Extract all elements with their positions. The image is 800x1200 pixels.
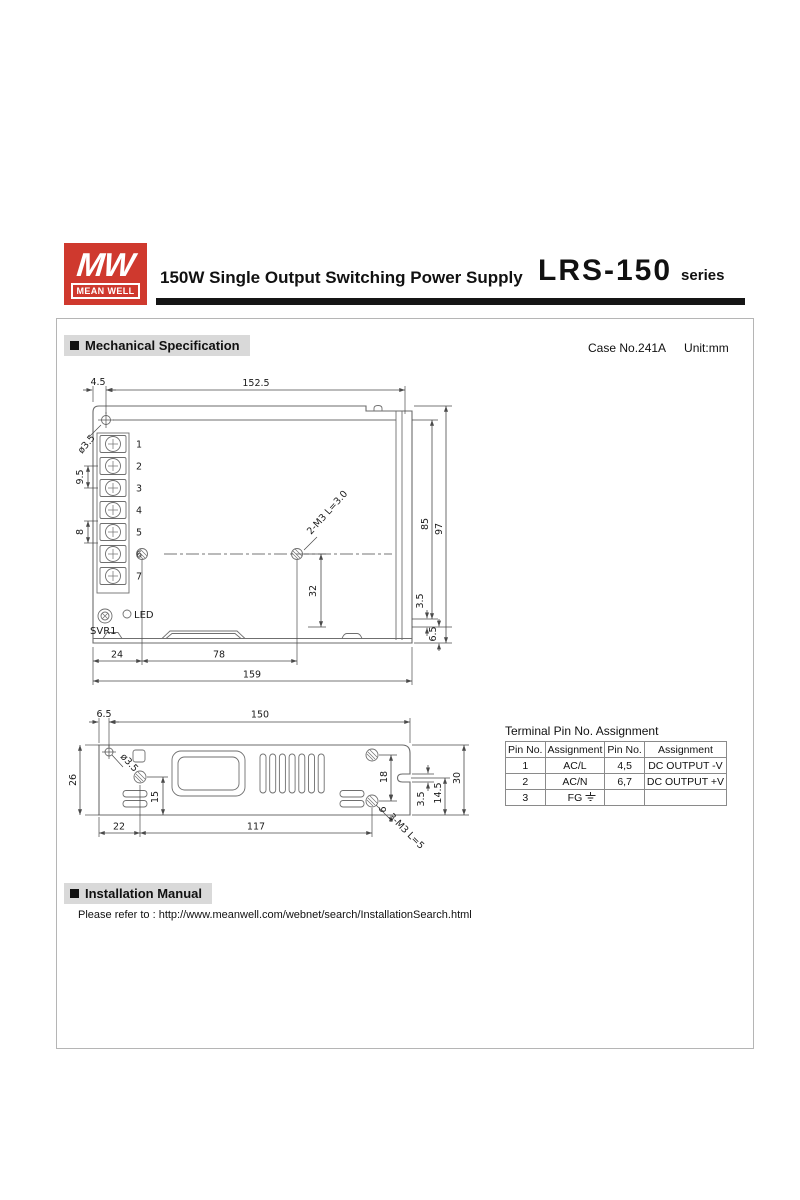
section-mechanical-specification xyxy=(64,335,250,356)
col-header: Pin No. xyxy=(506,742,546,758)
svr1-potentiometer[interactable] xyxy=(98,609,112,623)
section-installation-manual xyxy=(64,883,212,904)
pin-no xyxy=(605,790,644,806)
svg-text:7: 7 xyxy=(136,571,143,583)
dim-notch-bottom: 14.5 xyxy=(433,782,444,804)
screw-note-label: 3-M3 L=5 xyxy=(385,811,427,852)
pin-assignment: AC/L xyxy=(545,758,605,774)
terminal-pin-table xyxy=(505,724,733,806)
table-row xyxy=(506,774,727,790)
series-name: LRS-150 xyxy=(538,254,673,287)
side-view-drawing xyxy=(60,700,500,870)
dim-hole-offset: 24 xyxy=(110,649,124,661)
series-suffix: series xyxy=(681,267,725,284)
m3-screw-hole xyxy=(134,771,146,783)
table-row xyxy=(506,758,727,774)
led-label: LED xyxy=(134,610,154,621)
section-label: Mechanical Specification xyxy=(85,338,240,353)
header-rule xyxy=(156,298,745,305)
svg-text:2: 2 xyxy=(136,461,143,473)
series-title xyxy=(538,254,724,288)
vent-louvers xyxy=(260,754,324,793)
dim-flange: 6.5 xyxy=(428,626,439,642)
dim-hole-offset: 22 xyxy=(112,821,126,833)
table-header-row xyxy=(506,742,727,758)
bottom-bump xyxy=(342,634,362,639)
pin-no: 4,5 xyxy=(605,758,644,774)
vent-slot xyxy=(340,791,364,798)
fg-label: FG xyxy=(567,791,583,804)
section-bullet-icon xyxy=(70,341,79,350)
dim-hole-depth: 32 xyxy=(308,584,319,598)
case-info xyxy=(588,341,729,355)
vent-slot xyxy=(123,801,147,808)
dim-width: 150 xyxy=(250,709,270,721)
top-view-drawing xyxy=(75,374,472,696)
pin-assignment: AC/N xyxy=(545,774,605,790)
dim-hole-gap: 18 xyxy=(379,770,390,784)
meanwell-logo xyxy=(64,243,147,305)
vent-slot xyxy=(340,801,364,808)
case-number: Case No.241A xyxy=(588,341,667,355)
dim-edge-offset: 4.5 xyxy=(90,377,106,388)
dim-pitch-output: 8 xyxy=(75,528,86,536)
ground-symbol-icon xyxy=(585,792,596,802)
dim-hole-drop: 15 xyxy=(150,790,161,804)
hole-diameter-label: ø3.5 xyxy=(117,751,141,775)
pin-assignment: DC OUTPUT -V xyxy=(644,758,726,774)
dim-hole-span: 117 xyxy=(246,821,266,833)
dim-end-height: 30 xyxy=(452,771,463,785)
dim-pitch-input: 9.5 xyxy=(75,469,86,485)
dim-edge-offset: 6.5 xyxy=(96,709,112,720)
pin-assignment: DC OUTPUT +V xyxy=(644,774,726,790)
svg-text:5: 5 xyxy=(136,527,143,539)
dim-height: 97 xyxy=(434,522,445,536)
pin-no: 1 xyxy=(506,758,546,774)
col-header: Assignment xyxy=(545,742,605,758)
logo-brand-text: MEAN WELL xyxy=(71,283,139,299)
unit-label: Unit:mm xyxy=(684,341,729,355)
bottom-bump xyxy=(162,631,245,639)
svg-text:3: 3 xyxy=(136,483,143,495)
document-title: 150W Single Output Switching Power Supply xyxy=(160,268,523,287)
led-indicator xyxy=(123,610,131,618)
logo-monogram: MW xyxy=(75,245,136,283)
vent-slot xyxy=(123,791,147,798)
svg-text:6: 6 xyxy=(136,549,143,561)
dim-lip: 3.5 xyxy=(415,593,426,609)
dim-hole-span: 78 xyxy=(212,649,226,661)
svg-text:4: 4 xyxy=(136,505,143,517)
dim-length: 159 xyxy=(242,669,262,681)
svg-text:1: 1 xyxy=(136,439,143,451)
hole-diameter-label: ø3.5 xyxy=(75,432,98,456)
table-row xyxy=(506,790,727,806)
svr1-label: SVR1 xyxy=(90,626,117,637)
cover-seam-tab xyxy=(374,406,382,412)
terminal-window xyxy=(172,751,245,796)
col-header: Pin No. xyxy=(605,742,644,758)
dim-inner-height: 85 xyxy=(420,517,431,531)
installation-note-link[interactable]: Please refer to : http://www.meanwell.com/webnet/search/InstallationSearch.html xyxy=(78,909,472,921)
pin-assignment xyxy=(545,790,605,806)
dim-hole-bottom: 6 xyxy=(378,806,389,813)
col-header: Assignment xyxy=(644,742,726,758)
pin-no: 3 xyxy=(506,790,546,806)
terminal-pin-numbers xyxy=(136,440,142,583)
terminal-table-title: Terminal Pin No. Assignment xyxy=(505,724,659,738)
terminal-screws xyxy=(100,436,126,585)
m3-screw-hole xyxy=(366,749,378,761)
section-bullet-icon xyxy=(70,889,79,898)
dim-notch: 3.5 xyxy=(416,791,427,807)
dim-height: 26 xyxy=(68,773,79,787)
screw-note-label: 2-M3 L=3.0 xyxy=(305,488,351,538)
terminal-window-inner xyxy=(178,757,239,790)
pin-no: 6,7 xyxy=(605,774,644,790)
section-label: Installation Manual xyxy=(85,886,203,901)
pin-no: 2 xyxy=(506,774,546,790)
pin-assignment xyxy=(644,790,726,806)
dim-top-width: 152.5 xyxy=(242,378,270,389)
